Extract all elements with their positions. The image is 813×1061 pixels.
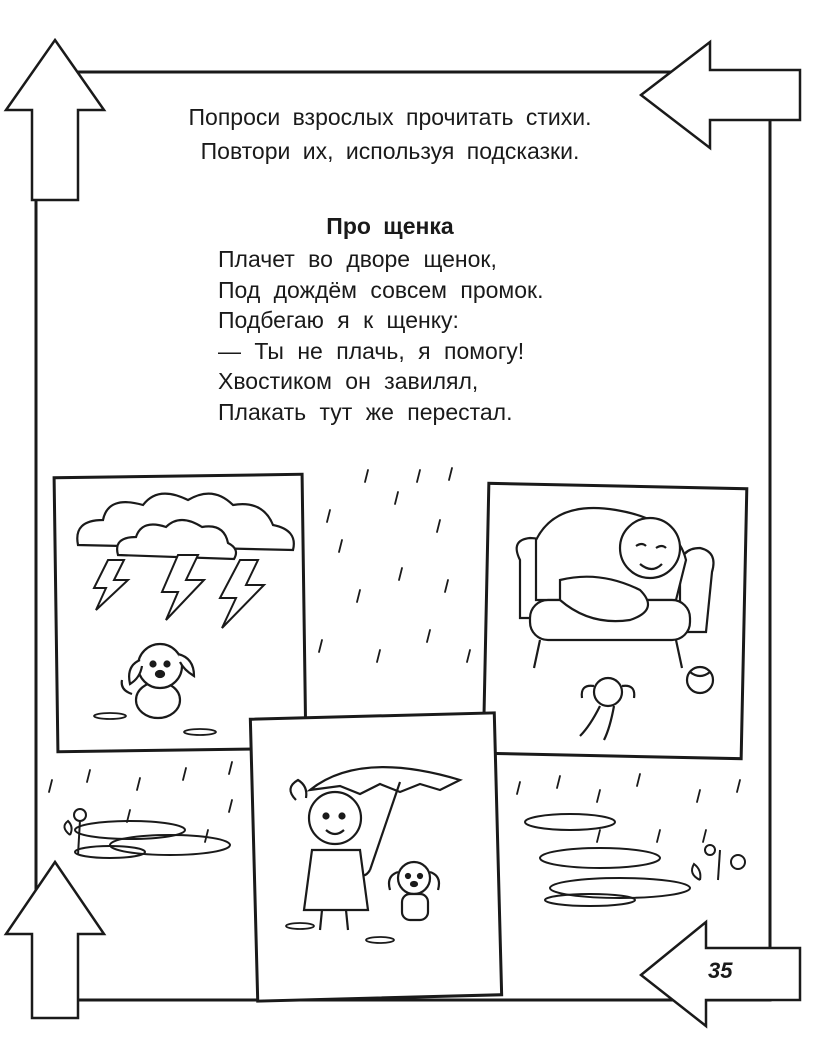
ball-icon [687,667,713,693]
up-arrow-icon [6,40,104,200]
poem-line: Хвостиком он завилял, [218,368,479,394]
puddle-flower-right [525,814,745,906]
puddle-flower-left [64,809,230,858]
armchair-picture [483,483,747,758]
instructions [100,100,680,168]
umbrella-picture [250,713,501,1001]
page-number: 35 [708,958,733,983]
up-arrow-icon [6,862,104,1018]
poem-line: Плакать тут же перестал. [218,398,513,425]
poem-line: Подбегаю я к щенку: [218,307,459,333]
poem-line: Под дождём совсем промок. [218,276,544,303]
instructions-line-1: Попроси взрослых прочитать стихи. [188,104,592,130]
instructions-line-2: Повтори их, используя подсказки. [200,138,580,164]
poem-text [218,244,543,427]
poem-line: Плачет во дворе щенок, [218,246,497,272]
poem-title: Про щенка [326,213,454,239]
poem-line: — Ты не плачь, я помогу! [218,337,525,364]
storm-picture [54,474,306,751]
